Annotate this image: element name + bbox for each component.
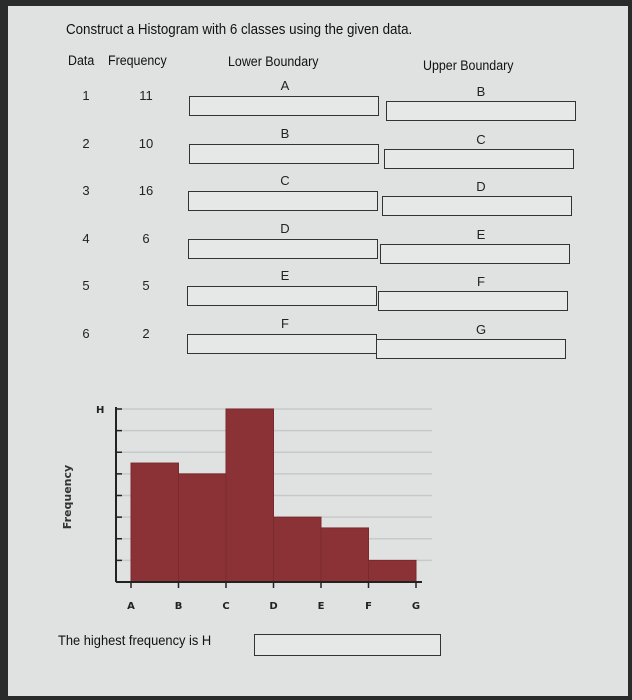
upper-boundary-label: E xyxy=(476,226,486,242)
lower-boundary-input[interactable] xyxy=(189,144,379,164)
answer-label: The highest frequency is H xyxy=(58,632,212,648)
row-data: 2 xyxy=(82,135,90,151)
row-frequency: 2 xyxy=(142,325,150,341)
header-upper-boundary: Upper Boundary xyxy=(423,58,514,73)
lower-boundary-input[interactable] xyxy=(188,191,378,211)
x-tick-label: A xyxy=(127,601,135,612)
histogram-bar xyxy=(321,528,369,582)
lower-boundary-input[interactable] xyxy=(187,286,377,306)
x-tick-label: D xyxy=(269,601,278,612)
lower-boundary-label: D xyxy=(280,220,290,236)
x-tick-label: C xyxy=(222,601,230,612)
upper-boundary-label: G xyxy=(475,321,487,337)
row-frequency: 16 xyxy=(138,183,154,198)
row-frequency: 10 xyxy=(138,135,154,151)
lower-boundary-input[interactable] xyxy=(187,334,377,354)
row-frequency: 5 xyxy=(142,278,150,293)
upper-boundary-input[interactable] xyxy=(376,339,566,359)
upper-boundary-input[interactable] xyxy=(386,101,576,121)
row-frequency: 11 xyxy=(139,88,153,103)
y-top-label: H xyxy=(96,405,105,416)
highest-frequency-input[interactable] xyxy=(254,634,441,656)
histogram-bar xyxy=(274,517,322,582)
header-data: Data xyxy=(68,53,95,68)
row-data: 5 xyxy=(82,278,90,293)
x-tick-label: B xyxy=(174,601,183,612)
row-data: 4 xyxy=(82,230,90,246)
row-data: 6 xyxy=(82,325,90,341)
y-axis-label: Frequency xyxy=(61,464,74,530)
lower-boundary-label: B xyxy=(280,125,290,141)
upper-boundary-label: B xyxy=(476,84,486,99)
upper-boundary-label: D xyxy=(476,179,486,194)
lower-boundary-label: C xyxy=(280,173,290,188)
x-tick-label: F xyxy=(365,601,372,612)
lower-boundary-label: E xyxy=(280,268,290,283)
histogram-bar xyxy=(179,474,227,582)
lower-boundary-label: A xyxy=(280,78,290,93)
upper-boundary-label: F xyxy=(477,274,485,289)
x-tick-label: G xyxy=(411,601,421,612)
row-data: 1 xyxy=(82,88,90,103)
histogram-bar xyxy=(131,463,179,582)
header-frequency: Frequency xyxy=(108,53,167,68)
x-tick-label: E xyxy=(317,601,325,612)
upper-boundary-input[interactable] xyxy=(378,291,568,311)
question-title: Construct a Histogram with 6 classes using the given data. xyxy=(66,22,413,38)
histogram-bar xyxy=(369,560,417,582)
upper-boundary-input[interactable] xyxy=(382,196,572,216)
upper-boundary-input[interactable] xyxy=(380,244,570,264)
upper-boundary-label: C xyxy=(476,131,486,147)
lower-boundary-input[interactable] xyxy=(188,239,378,259)
row-frequency: 6 xyxy=(142,230,150,246)
upper-boundary-input[interactable] xyxy=(384,149,574,169)
header-lower-boundary: Lower Boundary xyxy=(228,54,319,69)
histogram-bar xyxy=(226,409,274,582)
row-data: 3 xyxy=(82,183,90,198)
lower-boundary-label: F xyxy=(281,315,289,331)
lower-boundary-input[interactable] xyxy=(189,96,379,116)
